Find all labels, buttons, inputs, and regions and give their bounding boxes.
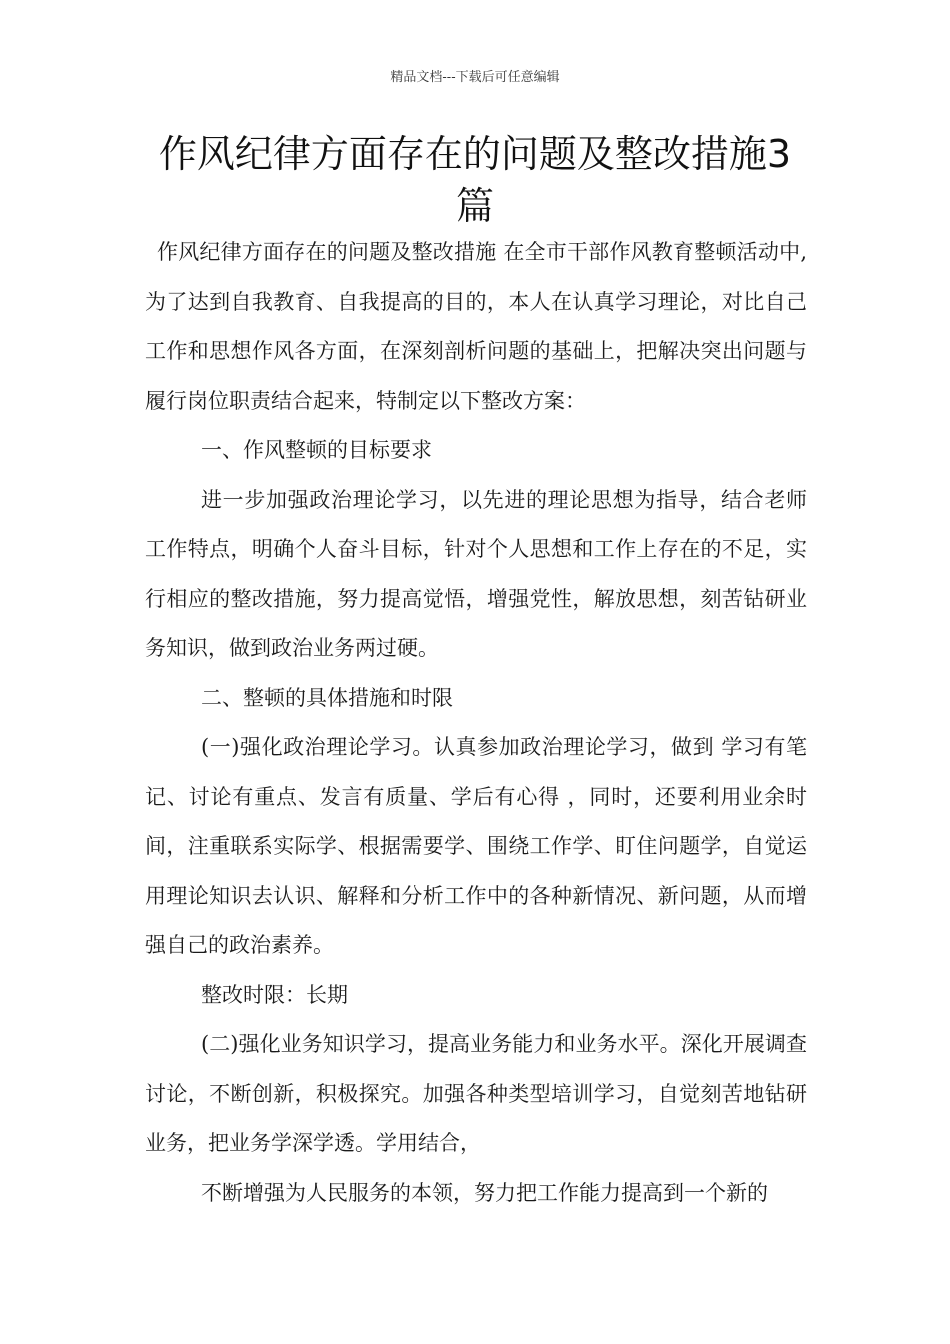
body-paragraph: 进一步加强政治理论学习，以先进的理论思想为指导，结合老师工作特点，明确个人奋斗目标，针对个人思想和工作上存在的不足，实行相应的整改措施，努力提高觉悟，增强党性，解放思想，刻苦钻研业务知识，做到政治业务两过硬。 bbox=[145, 487, 807, 660]
section-heading-2: 二、整顿的具体措施和时限 bbox=[201, 685, 453, 710]
body-paragraph: 不断增强为人民服务的本领，努力把工作能力提高到一个新的 bbox=[201, 1180, 768, 1205]
deadline-line: 整改时限：长期 bbox=[201, 982, 348, 1007]
document-body bbox=[145, 228, 807, 1218]
document-title: 作风纪律方面存在的问题及整改措施3篇 bbox=[158, 132, 792, 228]
intro-paragraph: 作风纪律方面存在的问题及整改措施 在全市干部作风教育整顿活动中,为了达到自我教育、自我提高的目的，本人在认真学习理论，对比自己工作和思想作风各方面，在深刻剖析问题的基础上，把解决突出问题与履行岗位职责结合起来，特制定以下整改方案： bbox=[145, 240, 807, 413]
page-header: 精品文档---下载后可任意编辑 bbox=[390, 70, 560, 85]
body-paragraph: (一)强化政治理论学习。认真参加政治理论学习，做到 学习有笔记、讨论有重点、发言有质量、学后有心得 ，同时，还要利用业余时间，注重联系实际学、根据需要学、围绕工作学、盯住问题学，自觉运用理论知识去认识、解释和分析工作中的各种新情况、新问题，从而增强自己的政治素养。 bbox=[145, 735, 807, 957]
body-paragraph: (二)强化业务知识学习，提高业务能力和业务水平。深化开展调查讨论，不断创新，积极探究。加强各种类型培训学习，自觉刻苦地钻研业务，把业务学深学透。学用结合， bbox=[145, 1032, 807, 1155]
section-heading-1: 一、作风整顿的目标要求 bbox=[201, 438, 432, 462]
